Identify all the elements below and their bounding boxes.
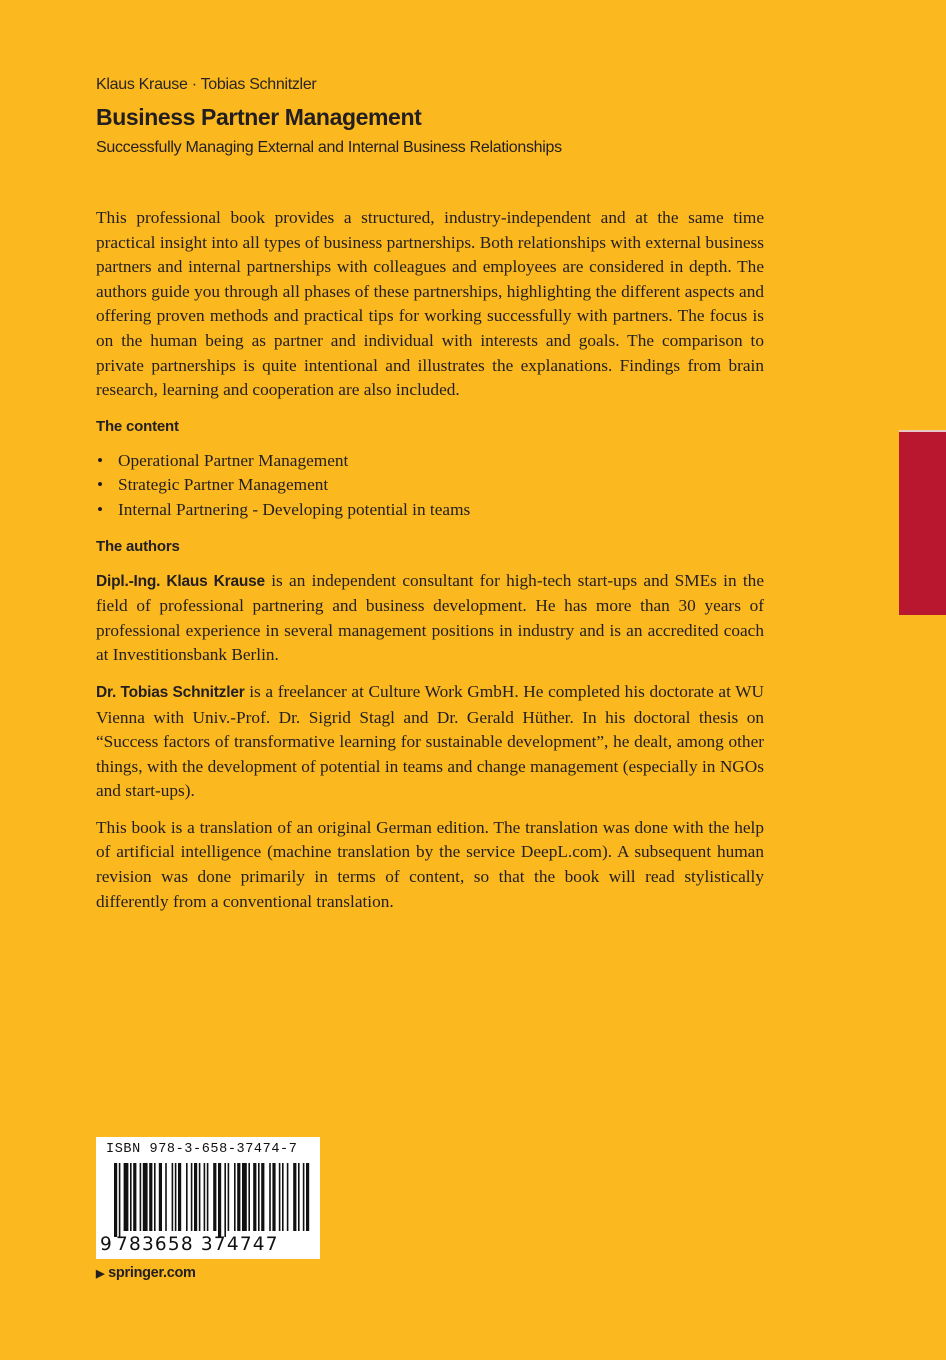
cover-header — [96, 74, 796, 159]
barcode-bar — [159, 1163, 162, 1231]
barcode-bar — [191, 1163, 193, 1231]
book-title: Business Partner Management — [96, 104, 422, 130]
publisher-link — [96, 1265, 196, 1281]
barcode-bar — [207, 1163, 209, 1231]
barcode-bar — [133, 1163, 136, 1231]
barcode-bar — [143, 1163, 148, 1231]
barcode-bar — [279, 1163, 281, 1231]
barcode-bar — [272, 1163, 275, 1231]
content-list — [96, 449, 764, 523]
barcode-bar — [303, 1163, 305, 1231]
barcode-bar — [234, 1163, 236, 1231]
barcode-bar — [213, 1163, 216, 1231]
authors-line: Klaus Krause · Tobias Schnitzler — [96, 76, 317, 93]
authors-heading: The authors — [96, 537, 180, 555]
intro-paragraph: This professional book provides a structured, industry-independent and at the same time practical insight into all types of business partnerships. Both relationships with external business partners and internal partnerships with colleagues and employees are considered in depth. The authors guide you through all phases of these partnerships, highlighting the different aspects and offering proven methods and practical tips for working successfully with partners. The focus is on the human being as partner and individual with interests and goals. The comparison to private partnerships is quite intentional and illustrates the explanations. Findings from brain research, learning and cooperation are also included. — [96, 208, 764, 400]
barcode-bar — [154, 1163, 156, 1231]
content-item-text: Internal Partnering - Developing potential in teams — [118, 499, 471, 519]
author1-bio — [96, 569, 764, 668]
content-item-text: Operational Partner Management — [118, 450, 349, 470]
author2-name: Dr. Tobias Schnitzler — [96, 683, 245, 701]
content-item-text: Strategic Partner Management — [118, 475, 329, 495]
barcode-bar — [172, 1163, 174, 1231]
author2-bio-text: is a freelancer at Culture Work GmbH. He completed his doctorate at WU Vienna with Univ.-Prof. Dr. Sigrid Stagl and Dr. Gerald Hüther. In his doctoral thesis on “Success factors of transformative learning for sustainable development”, he dealt, among other things, with the development of potential in teams and change management (especially in NGOs and start-ups). — [96, 681, 764, 801]
barcode-bar — [130, 1163, 132, 1231]
barcode-bar — [306, 1163, 309, 1231]
author2-bio — [96, 680, 764, 804]
content-list-item — [96, 473, 764, 498]
barcode-bar — [194, 1163, 197, 1231]
barcode-bar — [269, 1163, 271, 1231]
isbn-barcode — [96, 1137, 320, 1259]
barcode-bar — [186, 1163, 188, 1231]
barcode-bar — [228, 1163, 230, 1231]
barcode-bar — [282, 1163, 284, 1231]
barcode-bar — [199, 1163, 201, 1231]
content-list-item — [96, 498, 764, 523]
spine-color-tab — [899, 430, 946, 615]
content-heading: The content — [96, 417, 179, 435]
back-cover-text — [96, 206, 764, 914]
publisher-url: springer.com — [108, 1265, 196, 1281]
barcode-bar — [261, 1163, 264, 1231]
barcode-bar — [165, 1163, 167, 1231]
barcode-bar — [119, 1163, 121, 1237]
author1-name: Dipl.-Ing. Klaus Krause — [96, 572, 265, 590]
barcode-bar — [258, 1163, 260, 1231]
barcode-bar — [140, 1163, 142, 1231]
book-subtitle: Successfully Managing External and Internal Business Relationships — [96, 139, 562, 156]
barcode-bar — [175, 1163, 177, 1231]
barcode-bar — [224, 1163, 226, 1237]
barcode-bar — [293, 1163, 296, 1231]
barcode-bar — [253, 1163, 256, 1231]
bullet-icon: • — [97, 499, 104, 519]
content-list-item — [96, 449, 764, 474]
ean-digits: 783658 374747 — [116, 1234, 279, 1255]
barcode-bar — [204, 1163, 206, 1231]
barcode-bar — [248, 1163, 250, 1231]
isbn-label: ISBN 978-3-658-37474-7 — [106, 1142, 298, 1157]
ean-first-digit: 9 — [100, 1234, 112, 1255]
barcode-bar — [287, 1163, 289, 1231]
bullet-icon: • — [97, 450, 104, 470]
translation-note: This book is a translation of an original German edition. The translation was done with the help of artificial intelligence (machine translation by the service DeepL.com). A subsequent human revision was done primarily in terms of content, so that the book will read stylistically differently from a conventional translation. — [96, 817, 764, 911]
barcode-bar — [124, 1163, 129, 1231]
author1-bio-text: is an independent consultant for high-tech start-ups and SMEs in the field of professional partnering and business development. He has more than 30 years of professional experience in several management positions in industry and is an accredited coach at Investitionsbank Berlin. — [96, 570, 764, 665]
bullet-icon: • — [97, 475, 104, 495]
barcode-bar — [149, 1163, 152, 1231]
barcode-bar — [298, 1163, 300, 1231]
barcode-bar — [114, 1163, 117, 1237]
barcode-bar — [178, 1163, 181, 1231]
arrow-right-icon: ▶ — [96, 1268, 105, 1280]
barcode-bar — [218, 1163, 221, 1237]
barcode-bar — [242, 1163, 247, 1231]
barcode-bar — [237, 1163, 240, 1231]
